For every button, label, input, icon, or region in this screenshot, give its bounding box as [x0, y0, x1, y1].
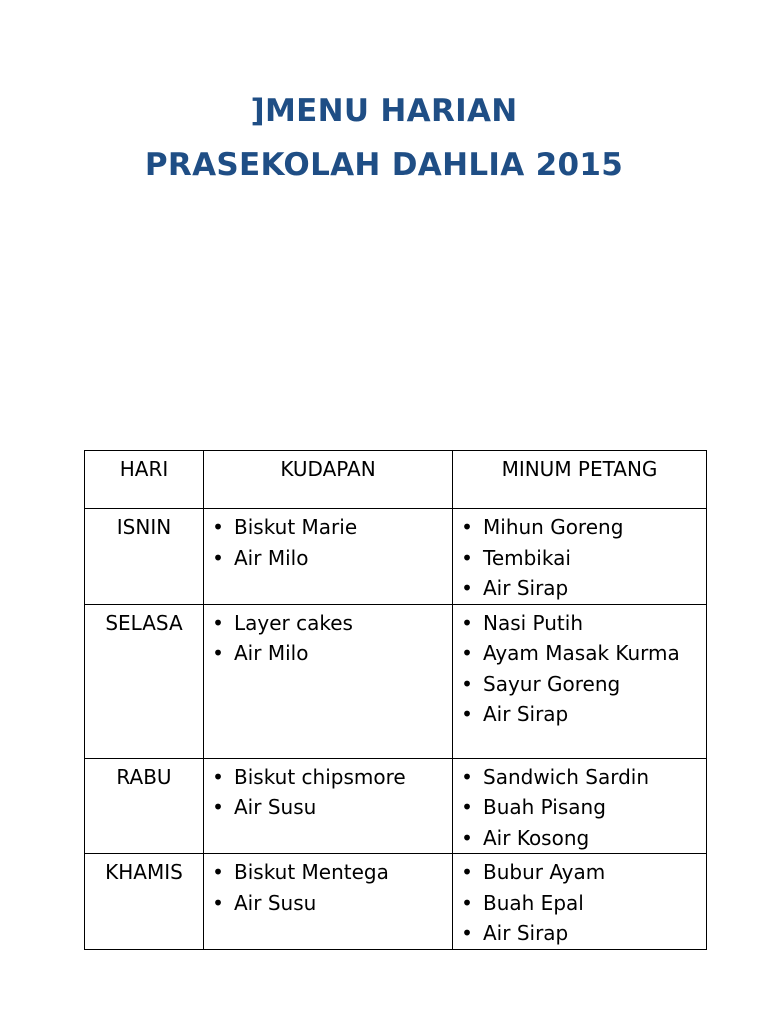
- bullet-icon: •: [461, 825, 473, 850]
- list-item: [461, 512, 704, 543]
- kudapan-list: [206, 857, 450, 918]
- item-text: Air Sirap: [483, 576, 569, 600]
- bullet-icon: •: [461, 795, 473, 819]
- bullet-icon: •: [212, 890, 224, 915]
- table-row: [85, 758, 707, 854]
- day-cell: SELASA: [85, 604, 204, 758]
- list-item: [212, 608, 450, 639]
- list-item: [212, 512, 450, 543]
- list-item: [461, 638, 704, 669]
- bullet-icon: •: [212, 860, 224, 884]
- item-text: Air Kosong: [483, 825, 590, 850]
- item-text: Mihun Goreng: [483, 515, 624, 539]
- minum-list: [455, 762, 704, 854]
- list-item: [461, 543, 704, 574]
- minum-cell: [453, 758, 707, 854]
- bullet-icon: •: [212, 795, 224, 819]
- list-item: [212, 888, 450, 919]
- table-row: [85, 509, 707, 605]
- day-cell: KHAMIS: [85, 854, 204, 950]
- item-text: Air Sirap: [483, 702, 569, 726]
- bullet-icon: •: [461, 921, 473, 945]
- item-text: Air Sirap: [483, 921, 569, 945]
- item-text: Sandwich Sardin: [483, 764, 650, 789]
- list-item: [212, 638, 450, 669]
- minum-list: [455, 857, 704, 949]
- list-item: [461, 762, 704, 793]
- header-hari: HARI: [85, 451, 204, 509]
- kudapan-cell: [204, 604, 453, 758]
- bullet-icon: •: [461, 890, 473, 915]
- item-text: Air Milo: [234, 641, 309, 665]
- kudapan-cell: [204, 509, 453, 605]
- title-line-1: ]MENU HARIAN: [250, 93, 518, 129]
- item-text: Bubur Ayam: [483, 860, 606, 884]
- document-title: [0, 84, 768, 192]
- minum-cell: [453, 604, 707, 758]
- minum-list: [455, 512, 704, 604]
- list-item: [461, 792, 704, 823]
- item-text: Nasi Putih: [483, 610, 584, 635]
- item-text: Air Susu: [234, 890, 317, 915]
- day-cell: ISNIN: [85, 509, 204, 605]
- item-text: Air Milo: [234, 545, 309, 570]
- list-item: [461, 857, 704, 888]
- bullet-icon: •: [212, 545, 224, 570]
- list-item: [212, 543, 450, 574]
- table-header-row: [85, 451, 707, 509]
- list-item: [461, 918, 704, 949]
- minum-list: [455, 608, 704, 730]
- list-item: [461, 669, 704, 700]
- menu-table: [84, 450, 707, 950]
- item-text: Biskut Marie: [234, 515, 358, 539]
- header-minum-petang: MINUM PETANG: [453, 451, 707, 509]
- item-text: Biskut chipsmore: [234, 764, 406, 789]
- bullet-icon: •: [212, 641, 224, 665]
- kudapan-list: [206, 608, 450, 669]
- item-text: Layer cakes: [234, 610, 353, 635]
- minum-cell: [453, 509, 707, 605]
- item-text: Buah Pisang: [483, 795, 606, 819]
- day-cell: RABU: [85, 758, 204, 854]
- item-text: Buah Epal: [483, 890, 584, 915]
- kudapan-list: [206, 512, 450, 573]
- bullet-icon: •: [461, 671, 473, 696]
- minum-cell: [453, 854, 707, 950]
- list-item: [461, 823, 704, 854]
- item-text: Tembikai: [483, 545, 571, 570]
- bullet-icon: •: [461, 576, 473, 600]
- kudapan-list: [206, 762, 450, 823]
- bullet-icon: •: [212, 764, 224, 789]
- list-item: [212, 792, 450, 823]
- bullet-icon: •: [461, 860, 473, 884]
- list-item: [212, 857, 450, 888]
- bullet-icon: •: [461, 641, 473, 665]
- item-text: Sayur Goreng: [483, 671, 621, 696]
- bullet-icon: •: [461, 545, 473, 570]
- table-row: [85, 604, 707, 758]
- bullet-icon: •: [461, 702, 473, 726]
- list-item: [461, 608, 704, 639]
- item-text: Biskut Mentega: [234, 860, 389, 884]
- header-kudapan: KUDAPAN: [204, 451, 453, 509]
- item-text: Ayam Masak Kurma: [483, 641, 680, 665]
- list-item: [461, 888, 704, 919]
- bullet-icon: •: [461, 764, 473, 789]
- kudapan-cell: [204, 758, 453, 854]
- bullet-icon: •: [212, 515, 224, 539]
- item-text: Air Susu: [234, 795, 317, 819]
- table-row: [85, 854, 707, 950]
- list-item: [461, 699, 704, 730]
- bullet-icon: •: [461, 610, 473, 635]
- list-item: [212, 762, 450, 793]
- bullet-icon: •: [212, 610, 224, 635]
- list-item: [461, 573, 704, 604]
- kudapan-cell: [204, 854, 453, 950]
- bullet-icon: •: [461, 515, 473, 539]
- title-line-2: PRASEKOLAH DAHLIA 2015: [144, 147, 624, 183]
